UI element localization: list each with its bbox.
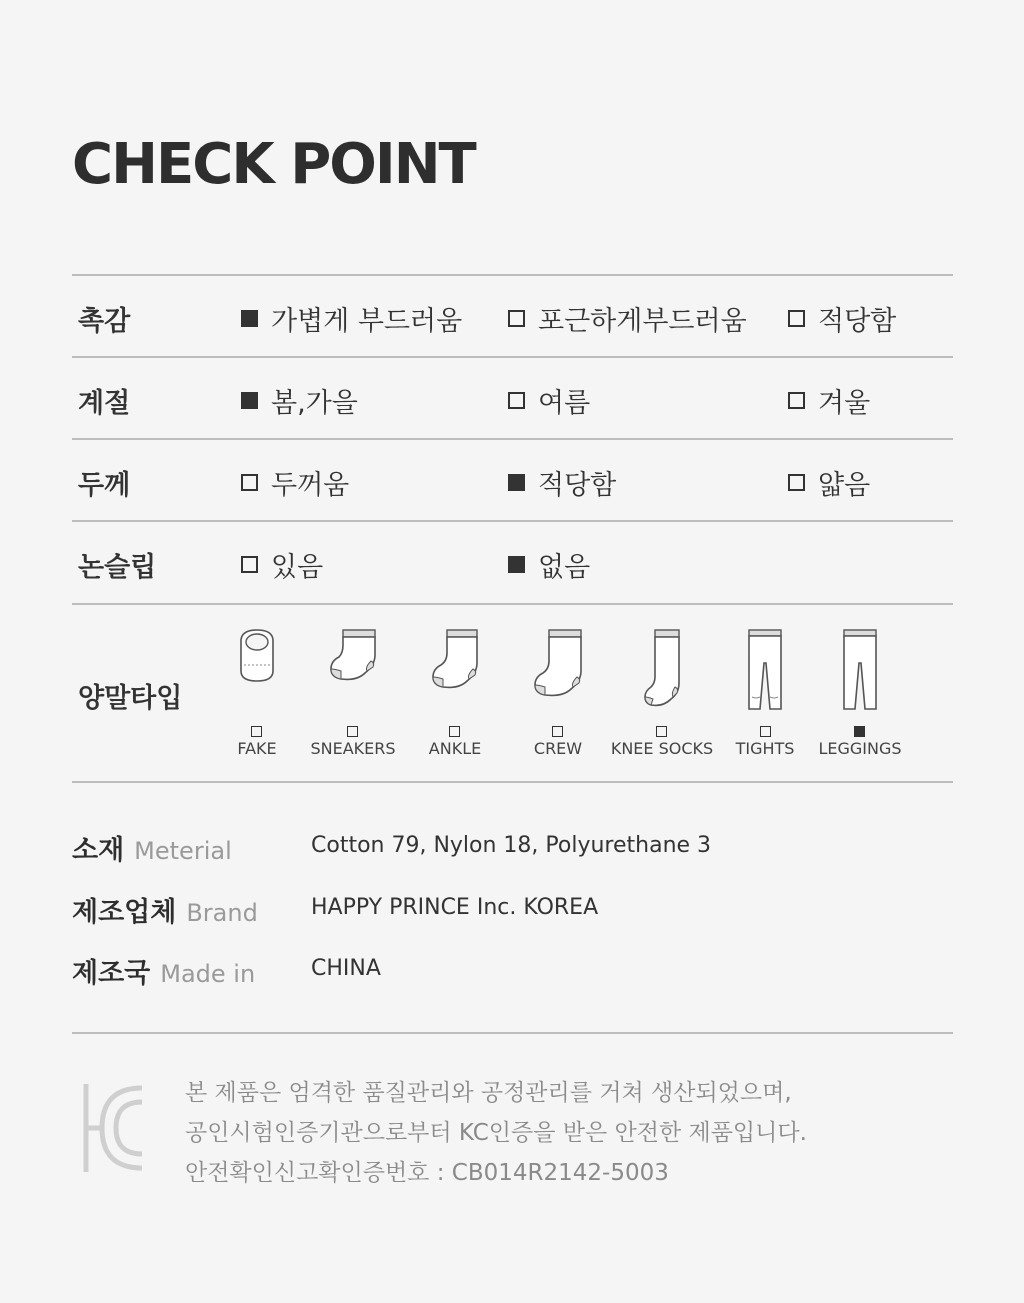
option-texture-moderate bbox=[788, 299, 896, 338]
spec-label-made-in bbox=[72, 951, 255, 990]
sock-type-label: ANKLE bbox=[428, 739, 482, 758]
checked-box-icon bbox=[508, 474, 525, 491]
unchecked-box-icon bbox=[508, 310, 525, 327]
sock-type-label: TIGHTS bbox=[735, 739, 795, 758]
divider bbox=[72, 274, 953, 276]
option-label: 봄,가을 bbox=[271, 388, 358, 419]
option-texture-cozy-soft bbox=[508, 299, 747, 338]
option-label: 적당함 bbox=[538, 470, 617, 501]
option-thickness-thin bbox=[788, 463, 870, 502]
spec-key-en: Meterial bbox=[134, 837, 232, 865]
divider bbox=[72, 438, 953, 440]
kc-certification-icon bbox=[82, 1080, 146, 1180]
checked-box-icon bbox=[854, 726, 865, 737]
spec-key-ko: 제조업체 bbox=[72, 897, 177, 928]
option-thickness-thick bbox=[241, 463, 349, 502]
unchecked-box-icon bbox=[788, 310, 805, 327]
unchecked-box-icon bbox=[347, 726, 358, 737]
spec-label-brand bbox=[72, 890, 258, 929]
unchecked-box-icon bbox=[788, 392, 805, 409]
row-label-sock-type: 양말타입 bbox=[78, 683, 183, 714]
tights-icon bbox=[746, 627, 784, 713]
option-label: 얇음 bbox=[818, 470, 871, 501]
unchecked-box-icon bbox=[449, 726, 460, 737]
option-label: 있음 bbox=[271, 552, 324, 583]
sock-type-label: SNEAKERS bbox=[310, 739, 396, 758]
ankle-sock-icon bbox=[431, 627, 481, 691]
crew-sock-icon bbox=[533, 627, 585, 699]
spec-key-ko: 제조국 bbox=[72, 958, 151, 989]
unchecked-box-icon bbox=[508, 392, 525, 409]
spec-value-brand: HAPPY PRINCE Inc. KOREA bbox=[311, 895, 599, 920]
divider bbox=[72, 1032, 953, 1034]
divider bbox=[72, 520, 953, 522]
divider bbox=[72, 356, 953, 358]
row-label-thickness: 두께 bbox=[78, 470, 131, 501]
option-season-summer bbox=[508, 381, 590, 420]
unchecked-box-icon bbox=[241, 474, 258, 491]
option-season-winter bbox=[788, 381, 870, 420]
spec-key-ko: 소재 bbox=[72, 835, 125, 866]
option-non-slip-no bbox=[508, 545, 590, 584]
checked-box-icon bbox=[241, 392, 258, 409]
certification-text-line: 본 제품은 엄격한 품질관리와 공정관리를 거쳐 생산되었으며, bbox=[185, 1080, 792, 1106]
leggings-icon bbox=[841, 627, 879, 713]
row-label-non-slip: 논슬립 bbox=[78, 552, 157, 583]
sock-type-label: LEGGINGS bbox=[818, 739, 902, 758]
unchecked-box-icon bbox=[251, 726, 262, 737]
row-label-season: 계절 bbox=[78, 388, 131, 419]
spec-key-en: Made in bbox=[160, 960, 256, 988]
spec-value-material: Cotton 79, Nylon 18, Polyurethane 3 bbox=[311, 833, 712, 858]
option-label: 가볍게 부드러움 bbox=[271, 306, 463, 337]
checked-box-icon bbox=[241, 310, 258, 327]
unchecked-box-icon bbox=[788, 474, 805, 491]
unchecked-box-icon bbox=[552, 726, 563, 737]
option-label: 여름 bbox=[538, 388, 591, 419]
option-label: 두꺼움 bbox=[271, 470, 350, 501]
page-title: CHECK POINT bbox=[72, 132, 475, 197]
sock-type-label: CREW bbox=[533, 739, 583, 758]
divider bbox=[72, 603, 953, 605]
unchecked-box-icon bbox=[656, 726, 667, 737]
fake-sock-icon bbox=[238, 627, 276, 685]
spec-value-made-in: CHINA bbox=[311, 956, 381, 981]
option-season-spring-fall bbox=[241, 381, 358, 420]
divider bbox=[72, 781, 953, 783]
spec-key-en: Brand bbox=[186, 899, 258, 927]
certification-text-line: 공인시험인증기관으로부터 KC인증을 받은 안전한 제품입니다. bbox=[185, 1120, 807, 1146]
spec-label-material bbox=[72, 828, 232, 867]
option-label: 포근하게부드러움 bbox=[538, 306, 747, 337]
option-texture-light-soft bbox=[241, 299, 462, 338]
option-thickness-moderate bbox=[508, 463, 616, 502]
option-label: 적당함 bbox=[818, 306, 897, 337]
unchecked-box-icon bbox=[241, 556, 258, 573]
sock-type-label: FAKE bbox=[237, 739, 277, 758]
option-non-slip-yes bbox=[241, 545, 323, 584]
option-label: 겨울 bbox=[818, 388, 871, 419]
option-label: 없음 bbox=[538, 552, 591, 583]
checked-box-icon bbox=[508, 556, 525, 573]
sock-type-label: KNEE SOCKS bbox=[610, 739, 714, 758]
knee-sock-icon bbox=[643, 627, 683, 709]
unchecked-box-icon bbox=[760, 726, 771, 737]
certification-number: 안전확인신고확인증번호 : CB014R2142-5003 bbox=[185, 1160, 669, 1186]
row-label-texture: 촉감 bbox=[78, 306, 131, 337]
sneakers-sock-icon bbox=[329, 627, 379, 685]
